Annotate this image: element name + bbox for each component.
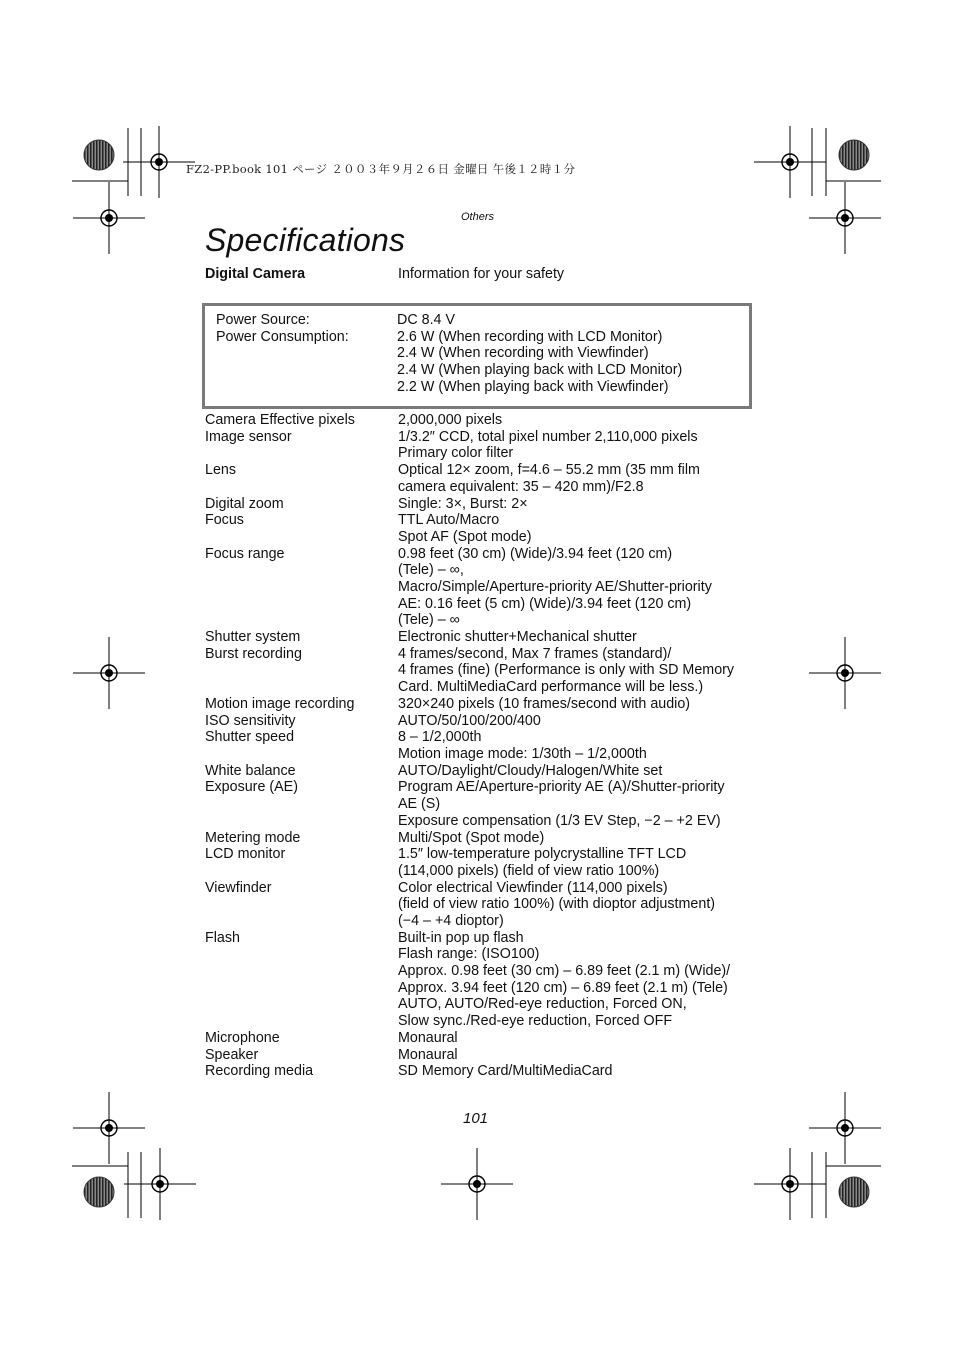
spec-label: Shutter system xyxy=(205,629,301,646)
print-header: FZ2-PP.book 101 ページ ２００３年９月２６日 金曜日 午後１２時１分 xyxy=(186,162,576,176)
spec-value-line: Optical 12× zoom, f=4.6 – 55.2 mm (35 mm film xyxy=(398,462,700,479)
spec-value-line: Single: 3×, Burst: 2× xyxy=(398,495,528,512)
spec-label: Viewfinder xyxy=(205,879,272,896)
spec-value-line: AE (S) xyxy=(398,796,441,813)
spec-value-line: (Tele) – ∞ xyxy=(398,612,460,629)
spec-value-line: Exposure compensation (1/3 EV Step, −2 – +2 EV) xyxy=(398,812,721,829)
spec-value xyxy=(398,629,637,646)
spec-value-line: Macro/Simple/Aperture-priority AE/Shutter-priority xyxy=(398,578,712,595)
section-label: Others xyxy=(461,211,495,223)
spec-label: Microphone xyxy=(205,1029,280,1046)
spec-value-line: Spot AF (Spot mode) xyxy=(398,528,532,545)
page-number: 101 xyxy=(463,1110,489,1127)
spec-value-line: Primary color filter xyxy=(398,445,514,462)
spec-value xyxy=(398,496,528,513)
spec-value-line: Approx. 0.98 feet (30 cm) – 6.89 feet (2.1 m) (Wide)/ xyxy=(398,963,731,980)
subheading-product: Digital Camera xyxy=(205,266,306,282)
spec-label: Flash xyxy=(205,929,240,946)
spec-value xyxy=(397,329,682,396)
spec-value-line: 4 frames/second, Max 7 frames (standard)/ xyxy=(398,645,672,662)
spec-value-line: Approx. 3.94 feet (120 cm) – 6.89 feet (2.1 m) (Tele) xyxy=(398,979,728,996)
spec-value xyxy=(398,930,730,1030)
spec-value-line: 4 frames (fine) (Performance is only with SD Memory xyxy=(398,662,735,679)
spec-value xyxy=(398,546,712,629)
spec-value-line: Electronic shutter+Mechanical shutter xyxy=(398,629,637,646)
spec-value-line: camera equivalent: 35 – 420 mm)/F2.8 xyxy=(398,478,644,495)
spec-value xyxy=(397,312,455,329)
spec-value-line: 2.4 W (When playing back with LCD Monitor) xyxy=(397,362,683,379)
spec-value-line: Slow sync./Red-eye reduction, Forced OFF xyxy=(398,1013,673,1030)
spec-value-line: (114,000 pixels) (field of view ratio 100%) xyxy=(398,862,660,879)
spec-value-line: Multi/Spot (Spot mode) xyxy=(398,829,545,846)
spec-value xyxy=(398,763,662,780)
spec-label: Power Consumption: xyxy=(216,328,349,345)
spec-label: Focus xyxy=(205,512,244,529)
spec-value xyxy=(398,1047,458,1064)
spec-value-line: DC 8.4 V xyxy=(397,312,456,328)
spec-value-line: Motion image mode: 1/30th – 1/2,000th xyxy=(398,745,647,762)
spec-value-line: 320×240 pixels (10 frames/second with audio) xyxy=(398,695,691,712)
subheading-safety: Information for your safety xyxy=(398,266,565,282)
spec-value-line: 0.98 feet (30 cm) (Wide)/3.94 feet (120 cm) xyxy=(398,545,673,562)
spec-value-line: Monaural xyxy=(398,1029,458,1046)
spec-value-line: AUTO/50/100/200/400 xyxy=(398,712,541,729)
spec-value xyxy=(398,412,502,429)
spec-value xyxy=(398,880,715,930)
spec-label: Speaker xyxy=(205,1046,259,1063)
spec-label: Digital zoom xyxy=(205,495,284,512)
spec-value-line: 1.5″ low-temperature polycrystalline TFT LCD xyxy=(398,846,687,863)
spec-value-line: TTL Auto/Macro xyxy=(398,512,500,529)
spec-value-line: AE: 0.16 feet (5 cm) (Wide)/3.94 feet (120 cm) xyxy=(398,595,692,612)
spec-value xyxy=(398,1030,458,1047)
spec-value xyxy=(398,729,647,762)
spec-label: Shutter speed xyxy=(205,729,295,746)
spec-value xyxy=(398,830,544,847)
spec-label: Exposure (AE) xyxy=(205,779,298,796)
spec-label: Image sensor xyxy=(205,428,292,445)
spec-value-line: Color electrical Viewfinder (114,000 pixels) xyxy=(398,879,668,896)
spec-label: LCD monitor xyxy=(205,846,286,863)
spec-value-line: 1/3.2″ CCD, total pixel number 2,110,000 pixels xyxy=(398,428,698,445)
spec-value-line: 2.6 W (When recording with LCD Monitor) xyxy=(397,328,663,345)
spec-value xyxy=(398,713,541,730)
spec-value xyxy=(398,1063,613,1080)
spec-value-line: (−4 – +4 dioptor) xyxy=(398,912,504,929)
spec-label: White balance xyxy=(205,762,296,779)
spec-value-line: 2,000,000 pixels xyxy=(398,412,503,428)
spec-value-line: SD Memory Card/MultiMediaCard xyxy=(398,1063,613,1080)
spec-value-line: (field of view ratio 100%) (with dioptor adjustment) xyxy=(398,896,716,913)
spec-value xyxy=(398,779,725,829)
spec-label: Metering mode xyxy=(205,829,301,846)
spec-value-line: Built-in pop up flash xyxy=(398,929,524,946)
spec-label: Lens xyxy=(205,462,237,479)
spec-label: Motion image recording xyxy=(205,695,355,712)
spec-value-line: 2.2 W (When playing back with Viewfinder) xyxy=(397,378,669,395)
spec-value xyxy=(398,846,686,879)
spec-value xyxy=(398,646,734,696)
page-title: Specifications xyxy=(205,222,406,258)
spec-value xyxy=(398,696,690,713)
spec-value xyxy=(398,512,532,545)
spec-value-line: Card. MultiMediaCard performance will be less.) xyxy=(398,679,704,696)
spec-label: Recording media xyxy=(205,1063,314,1080)
spec-value xyxy=(398,462,700,495)
spec-label: ISO sensitivity xyxy=(205,712,296,729)
spec-value-line: 2.4 W (When recording with Viewfinder) xyxy=(397,345,649,362)
spec-label: Focus range xyxy=(205,545,285,562)
spec-value-line: Program AE/Aperture-priority AE (A)/Shutter-priority xyxy=(398,779,725,796)
spec-value-line: Flash range: (ISO100) xyxy=(398,946,540,963)
spec-value-line: Monaural xyxy=(398,1046,458,1063)
spec-value-line: AUTO/Daylight/Cloudy/Halogen/White set xyxy=(398,762,663,779)
spec-value-line: 8 – 1/2,000th xyxy=(398,729,482,746)
spec-value xyxy=(398,429,698,462)
spec-value-line: (Tele) – ∞, xyxy=(398,562,464,579)
spec-value-line: AUTO, AUTO/Red-eye reduction, Forced ON, xyxy=(398,996,687,1013)
spec-label: Burst recording xyxy=(205,645,302,662)
spec-label: Camera Effective pixels xyxy=(205,412,355,428)
spec-label: Power Source: xyxy=(216,312,310,328)
